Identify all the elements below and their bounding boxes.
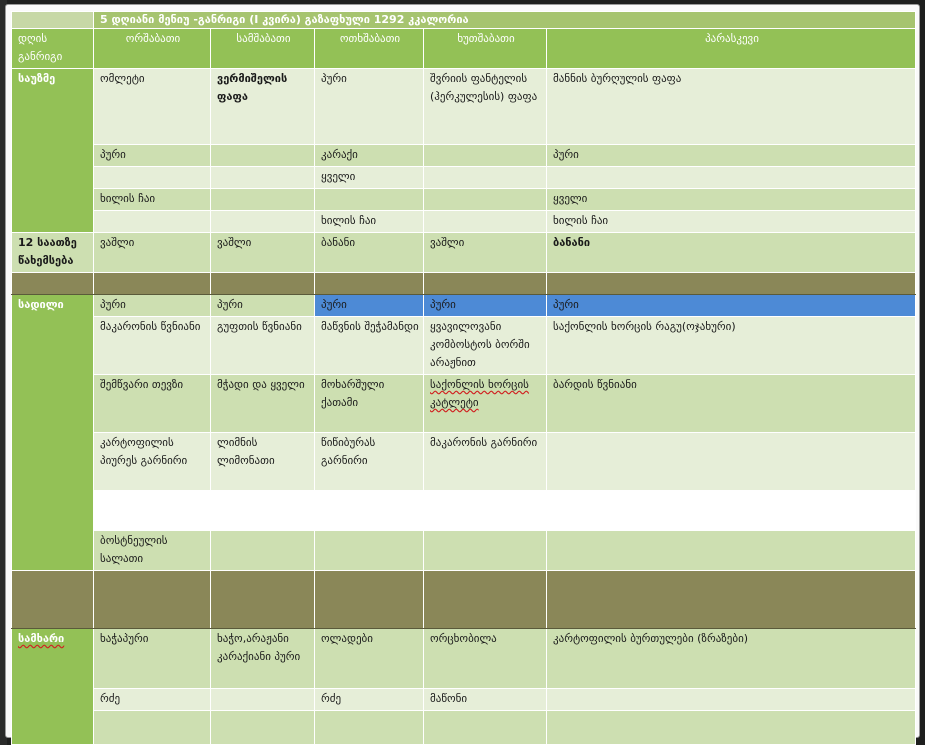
table-cell — [547, 491, 916, 531]
table-cell: ომლეტი — [94, 69, 211, 145]
lunch-label: სადილი — [12, 295, 94, 571]
table-cell: ვაშლი — [211, 233, 315, 273]
separator-cell — [12, 273, 94, 295]
selected-cell[interactable]: პური — [424, 295, 547, 317]
table-cell — [424, 711, 547, 745]
table-cell: ორცხობილა — [424, 629, 547, 689]
table-cell: კარაქი — [315, 145, 424, 167]
table-cell: საქონლის ხორცის კატლეტი — [424, 375, 547, 433]
separator-row — [12, 273, 916, 295]
table-cell — [547, 167, 916, 189]
table-cell — [315, 491, 424, 531]
table-cell: ხილის ჩაი — [315, 211, 424, 233]
header-day: ოთხშაბათი — [315, 29, 424, 69]
table-cell: ვაშლი — [94, 233, 211, 273]
title-row — [12, 12, 916, 29]
table-cell — [315, 711, 424, 745]
table-cell — [547, 531, 916, 571]
table-cell — [547, 689, 916, 711]
selected-cell[interactable]: პური — [315, 295, 424, 317]
header-row — [12, 29, 916, 69]
table-cell: პური — [547, 145, 916, 167]
table-cell — [547, 433, 916, 491]
table-cell — [211, 189, 315, 211]
snack-row — [12, 233, 916, 273]
lunch-row — [12, 531, 916, 571]
table-cell: მაწონი — [424, 689, 547, 711]
separator-cell — [211, 571, 315, 629]
table-cell — [424, 167, 547, 189]
snack-label: 12 საათზე წახემსება — [12, 233, 94, 273]
table-cell: ვერმიშელის ფაფა — [211, 69, 315, 145]
table-cell — [424, 491, 547, 531]
dinner-row — [12, 689, 916, 711]
table-cell: ყვავილოვანი კომბოსტოს ბორში არაჟნით — [424, 317, 547, 375]
breakfast-label: საუზმე — [12, 69, 94, 233]
table-cell — [211, 711, 315, 745]
table-cell: მჭადი და ყველი — [211, 375, 315, 433]
table-cell — [424, 211, 547, 233]
lunch-row — [12, 295, 916, 317]
selected-cell[interactable]: პური — [547, 295, 916, 317]
table-cell: მაკარონის გარნირი — [424, 433, 547, 491]
table-cell: გუფთის წვნიანი — [211, 317, 315, 375]
table-cell: ოლადები — [315, 629, 424, 689]
breakfast-row — [12, 189, 916, 211]
breakfast-row — [12, 69, 916, 145]
table-cell — [211, 531, 315, 571]
separator-cell — [547, 273, 916, 295]
separator-row — [12, 571, 916, 629]
table-cell — [94, 211, 211, 233]
table-cell: ბანანი — [315, 233, 424, 273]
table-cell — [424, 531, 547, 571]
table-cell — [94, 491, 211, 531]
table-cell — [94, 711, 211, 745]
table-cell — [211, 491, 315, 531]
breakfast-row — [12, 167, 916, 189]
table-cell — [211, 689, 315, 711]
separator-cell — [12, 571, 94, 629]
table-cell: რძე — [315, 689, 424, 711]
breakfast-row — [12, 145, 916, 167]
table-cell: ბარდის წვნიანი — [547, 375, 916, 433]
menu-title: 5 დღიანი მენიუ -განრიგი (I კვირა) გაზაფხული 1292 კკალორია — [94, 12, 916, 29]
breakfast-row — [12, 211, 916, 233]
dinner-row — [12, 711, 916, 745]
separator-cell — [94, 273, 211, 295]
separator-cell — [315, 571, 424, 629]
table-cell — [94, 167, 211, 189]
table-cell: ხილის ჩაი — [94, 189, 211, 211]
table-cell: კარტოფილის პიურეს გარნირი — [94, 433, 211, 491]
lunch-row — [12, 375, 916, 433]
table-cell: კარტოფილის ბურთულები (ზრაზები) — [547, 629, 916, 689]
dinner-row — [12, 629, 916, 689]
separator-cell — [94, 571, 211, 629]
table-cell: საქონლის ხორცის რაგუ(ოჯახური) — [547, 317, 916, 375]
header-day: ორშაბათი — [94, 29, 211, 69]
table-cell — [547, 711, 916, 745]
table-cell: ბოსტნეულის სალათი — [94, 531, 211, 571]
table-cell: წიწიბურას გარნირი — [315, 433, 424, 491]
table-cell: პური — [94, 145, 211, 167]
table-cell: რძე — [94, 689, 211, 711]
separator-cell — [424, 571, 547, 629]
table-cell — [211, 211, 315, 233]
table-cell: პური — [211, 295, 315, 317]
table-cell: ყველი — [315, 167, 424, 189]
title-blank-cell — [12, 12, 94, 29]
table-cell: ყველი — [547, 189, 916, 211]
separator-cell — [315, 273, 424, 295]
menu-table — [11, 11, 916, 745]
lunch-blank-row — [12, 491, 916, 531]
table-cell: შემწვარი თევზი — [94, 375, 211, 433]
lunch-row — [12, 433, 916, 491]
table-cell — [315, 531, 424, 571]
table-cell: ხაჭო,არაჟანი კარაქიანი პური — [211, 629, 315, 689]
table-cell: პური — [94, 295, 211, 317]
separator-cell — [424, 273, 547, 295]
table-cell — [315, 189, 424, 211]
table-cell: მანნის ბურღულის ფაფა — [547, 69, 916, 145]
table-cell: ხილის ჩაი — [547, 211, 916, 233]
table-cell — [424, 145, 547, 167]
table-cell: ხაჭაპური — [94, 629, 211, 689]
separator-cell — [211, 273, 315, 295]
table-cell: მაწვნის შეჭამანდი — [315, 317, 424, 375]
table-cell — [211, 145, 315, 167]
header-day: ხუთშაბათი — [424, 29, 547, 69]
table-cell: ვაშლი — [424, 233, 547, 273]
table-cell: ბანანი — [547, 233, 916, 273]
table-cell: შვრიის ფანტელის (ჰერკულესის) ფაფა — [424, 69, 547, 145]
header-time: დღის განრიგი — [12, 29, 94, 69]
header-day: პარასკევი — [547, 29, 916, 69]
table-cell — [211, 167, 315, 189]
header-day: სამშაბათი — [211, 29, 315, 69]
separator-cell — [547, 571, 916, 629]
table-cell — [424, 189, 547, 211]
lunch-row — [12, 317, 916, 375]
table-cell: მოხარშული ქათამი — [315, 375, 424, 433]
dinner-label: სამხარი — [12, 629, 94, 745]
menu-table-wrapper — [11, 11, 919, 745]
table-cell: პური — [315, 69, 424, 145]
table-cell: ლიმნის ლიმონათი — [211, 433, 315, 491]
table-cell: მაკარონის წვნიანი — [94, 317, 211, 375]
